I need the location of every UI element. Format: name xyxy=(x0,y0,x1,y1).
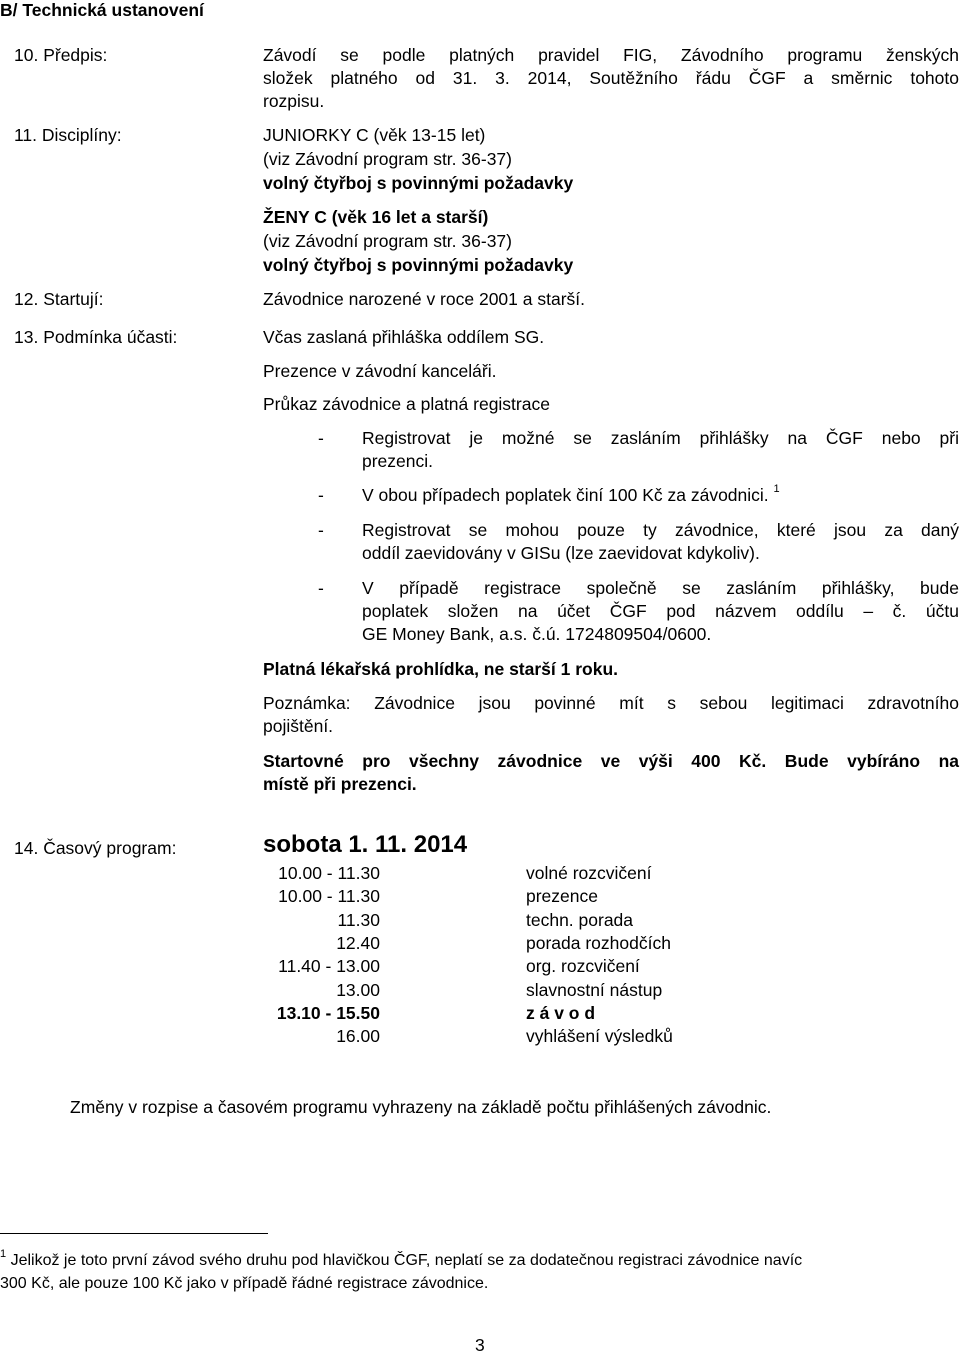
bullet-3-line1: Registrovat se mohou pouze ty závodnice, které jsou za daný xyxy=(362,520,959,540)
schedule-event: org. rozcvičení xyxy=(526,956,640,976)
medical-requirement: Platná lékařská prohlídka, ne starší 1 roku. xyxy=(263,659,619,679)
schedule-event: porada rozhodčích xyxy=(526,933,671,953)
bullet-3-line2: oddíl zaevidovány v GISu (lze zaevidovat kdykoliv). xyxy=(362,543,760,563)
schedule-event: techn. porada xyxy=(526,910,634,930)
section-12-label: 12. Startují: xyxy=(14,289,104,309)
schedule-time: 12.40 xyxy=(336,933,380,953)
bullet-4-line2: poplatek složen na účet ČGF pod názvem oddílu – č. účtu xyxy=(362,601,959,621)
footnote-line1 xyxy=(0,1247,803,1272)
schedule-time: 13.10 - 15.50 xyxy=(276,1003,380,1023)
s10-line3: rozpisu. xyxy=(263,91,325,111)
category-1-type: volný čtyřboj s povinnými požadavky xyxy=(263,173,574,193)
s13-line1: Včas zaslaná přihláška oddílem SG. xyxy=(263,327,545,347)
footnote-reference[interactable]: 1 xyxy=(773,483,780,496)
schedule-event: slavnostní nástup xyxy=(526,980,663,1000)
section-13-label: 13. Podmínka účasti: xyxy=(14,327,178,347)
bullet-4-line1: V případě registrace společně se zasláním přihlášky, bude xyxy=(362,578,959,598)
page-number: 3 xyxy=(475,1335,485,1355)
section-10-label: 10. Předpis: xyxy=(14,45,108,65)
bullet-dash: - xyxy=(318,485,324,505)
category-2-type: volný čtyřboj s povinnými požadavky xyxy=(263,255,574,275)
schedule-event: z á v o d xyxy=(526,1003,596,1023)
schedule-date: sobota 1. 11. 2014 xyxy=(263,831,468,858)
bullet-2 xyxy=(362,484,780,506)
footnote-text: Jelikož je toto první závod svého druhu pod hlavičkou ČGF, neplatí se za dodatečnou registraci závodnice navíc xyxy=(6,1252,803,1269)
bullet-1-line2: prezenci. xyxy=(362,451,434,471)
schedule-event: prezence xyxy=(526,886,598,906)
s13-line2: Prezence v závodní kanceláři. xyxy=(263,361,497,381)
footnote-line2: 300 Kč, ale pouze 100 Kč jako v případě řádné registrace závodnice. xyxy=(0,1275,489,1292)
category-1-title: JUNIORKY C (věk 13-15 let) xyxy=(263,125,486,145)
note-line1: Poznámka: Závodnice jsou povinné mít s sebou legitimaci zdravotního xyxy=(263,693,959,713)
category-2-reference: (viz Závodní program str. 36-37) xyxy=(263,231,512,251)
section-11-label: 11. Disciplíny: xyxy=(14,125,122,145)
section-14-label: 14. Časový program: xyxy=(14,838,177,858)
bullet-dash: - xyxy=(318,578,324,598)
note-line2: pojištění. xyxy=(263,716,334,736)
s13-line3: Průkaz závodnice a platná registrace xyxy=(263,394,550,414)
schedule-time: 11.30 xyxy=(337,910,380,930)
schedule-time: 16.00 xyxy=(336,1026,380,1046)
s10-line1: Závodí se podle platných pravidel FIG, Závodního programu ženských xyxy=(263,45,959,65)
bullet-dash: - xyxy=(318,520,324,540)
section-heading: B/ Technická ustanovení xyxy=(0,0,204,20)
schedule-time: 13.00 xyxy=(336,980,380,1000)
s12-text: Závodnice narozené v roce 2001 a starší. xyxy=(263,289,585,309)
bullet-2-text: V obou případech poplatek činí 100 Kč za závodnici. xyxy=(362,485,769,505)
bullet-4-line3: GE Money Bank, a.s. č.ú. 1724809504/0600. xyxy=(362,624,712,644)
changes-note: Změny v rozpise a časovém programu vyhrazeny na základě počtu přihlášených závodnic. xyxy=(70,1097,772,1117)
schedule-time: 11.40 - 13.00 xyxy=(278,956,380,976)
schedule-event: volné rozcvičení xyxy=(526,863,652,883)
category-1-reference: (viz Závodní program str. 36-37) xyxy=(263,149,512,169)
footnote-mark: 1 xyxy=(0,1247,7,1260)
footnote-separator xyxy=(0,1233,268,1234)
schedule-time: 10.00 - 11.30 xyxy=(278,886,380,906)
fee-line2: místě při prezenci. xyxy=(263,774,417,794)
bullet-dash: - xyxy=(318,428,324,448)
bullet-1-line1: Registrovat je možné se zasláním přihlášky na ČGF nebo při xyxy=(362,428,959,448)
schedule-time: 10.00 - 11.30 xyxy=(278,863,380,883)
category-2-title: ŽENY C (věk 16 let a starší) xyxy=(263,207,489,227)
schedule-event: vyhlášení výsledků xyxy=(526,1026,673,1046)
s10-line2: složek platného od 31. 3. 2014, Soutěžního řádu ČGF a směrnic tohoto xyxy=(263,68,959,88)
fee-line1: Startovné pro všechny závodnice ve výši 400 Kč. Bude vybíráno na xyxy=(263,751,959,771)
